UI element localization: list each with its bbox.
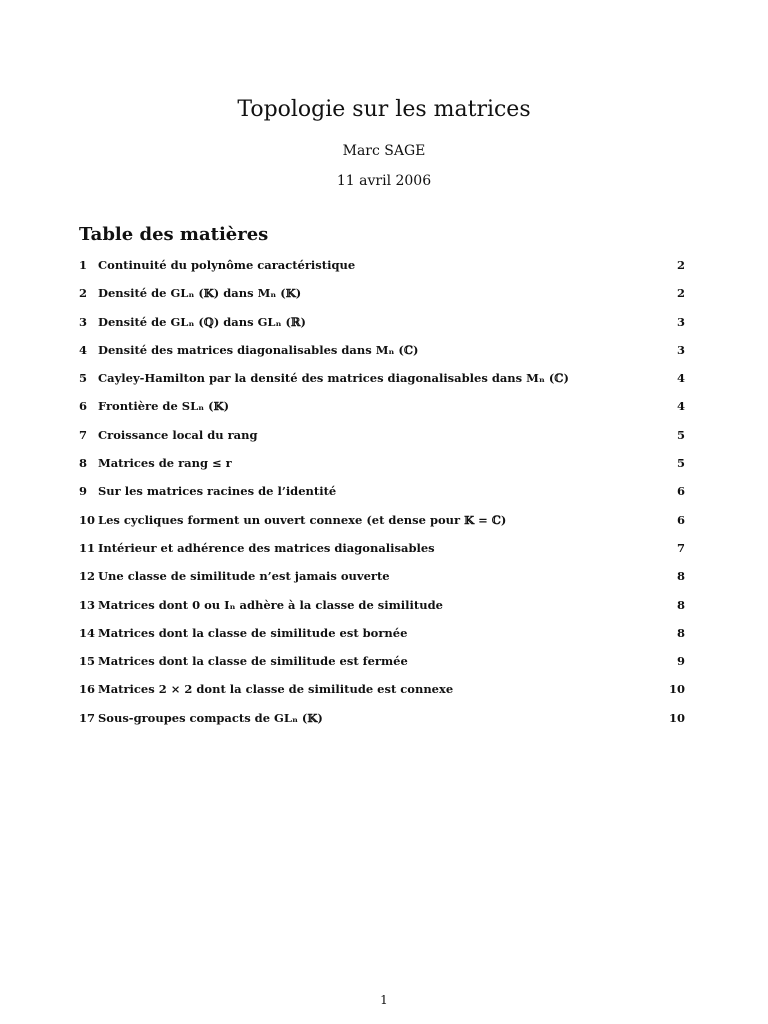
toc-entry-title[interactable]: Cayley-Hamilton par la densité des matrices diagonalisables dans Mₙ (ℂ) [98,371,569,386]
toc-entry-page[interactable]: 4 [676,399,685,414]
toc-entry-number: 10 [79,512,96,527]
toc-entry-page[interactable]: 10 [668,682,685,697]
toc-entry-number: 15 [79,654,96,669]
toc-entry-title[interactable]: Une classe de similitude n’est jamais ouverte [98,569,390,584]
toc-entry-number: 12 [79,569,96,584]
toc-entry-page[interactable]: 6 [676,512,685,527]
toc-entry-page[interactable]: 10 [668,710,685,725]
document-date: 11 avril 2006 [336,173,432,189]
toc-entry-number: 5 [79,371,88,386]
toc-entry-page[interactable]: 4 [676,371,685,386]
toc-entry-1[interactable] [79,256,685,284]
toc-entry-number: 16 [79,682,96,697]
document-title: Topologie sur les matrices [237,97,531,122]
toc-entry-title[interactable]: Croissance local du rang [98,427,258,442]
toc-entry-page[interactable]: 3 [676,342,685,357]
toc-entry-6[interactable] [79,397,685,425]
toc-entry-12[interactable] [79,567,685,595]
toc-entry-number: 4 [79,342,88,357]
toc-entry-title[interactable]: Matrices 2 × 2 dont la classe de similitude est connexe [98,682,454,697]
toc-entry-title[interactable]: Matrices de rang ≤ r [98,456,232,471]
toc-entry-number: 9 [79,484,88,499]
toc-entry-title[interactable]: Densité des matrices diagonalisables dans Mₙ (ℂ) [98,342,419,357]
toc-entry-title[interactable]: Sous-groupes compacts de GLₙ (𝕂) [98,710,323,725]
toc-entry-title[interactable]: Intérieur et adhérence des matrices diagonalisables [98,540,435,555]
toc-entry-15[interactable] [79,652,685,680]
toc-entry-page[interactable]: 5 [676,456,685,471]
toc-entry-4[interactable] [79,341,685,369]
toc-entry-title[interactable]: Matrices dont la classe de similitude est fermée [98,654,408,669]
toc-entry-16[interactable] [79,680,685,708]
toc-heading: Table des matières [79,224,269,245]
toc-entry-title[interactable]: Densité de GLₙ (𝕂) dans Mₙ (𝕂) [98,286,302,301]
toc-entry-number: 8 [79,456,88,471]
toc-entry-11[interactable] [79,539,685,567]
toc-entry-page[interactable]: 3 [676,314,685,329]
toc-entry-9[interactable] [79,482,685,510]
toc-entry-page[interactable]: 6 [676,484,685,499]
toc-entry-number: 17 [79,710,96,725]
toc-entry-7[interactable] [79,426,685,454]
toc-entry-number: 1 [79,258,88,272]
toc-entry-number: 13 [79,597,96,612]
toc-entry-page[interactable]: 5 [676,427,685,442]
toc-entry-13[interactable] [79,596,685,624]
toc-entry-8[interactable] [79,454,685,482]
toc-entry-page[interactable]: 2 [676,258,685,272]
page-number: 1 [380,993,388,1007]
toc-entry-title[interactable]: Matrices dont la classe de similitude est bornée [98,625,408,640]
toc-entry-3[interactable] [79,313,685,341]
toc-entry-page[interactable]: 2 [676,286,685,301]
document-author: Marc SAGE [342,143,426,159]
toc-entry-2[interactable] [79,284,685,312]
toc-entry-5[interactable] [79,369,685,397]
toc-entry-number: 14 [79,625,96,640]
toc-entry-number: 7 [79,427,88,442]
toc-entry-14[interactable] [79,624,685,652]
table-of-contents [79,256,685,737]
toc-entry-page[interactable]: 7 [676,540,685,555]
toc-entry-title[interactable]: Les cycliques forment un ouvert connexe (et dense pour 𝕂 = ℂ) [98,512,507,527]
toc-entry-title[interactable]: Continuité du polynôme caractéristique [98,258,356,272]
toc-entry-10[interactable] [79,511,685,539]
toc-entry-number: 2 [79,286,88,301]
toc-entry-title[interactable]: Densité de GLₙ (ℚ) dans GLₙ (ℝ) [98,314,306,329]
toc-entry-page[interactable]: 8 [676,569,685,584]
toc-entry-number: 11 [79,540,96,555]
toc-entry-page[interactable]: 9 [676,654,685,669]
toc-entry-page[interactable]: 8 [676,625,685,640]
toc-entry-page[interactable]: 8 [676,597,685,612]
toc-entry-title[interactable]: Frontière de SLₙ (𝕂) [98,399,230,414]
toc-entry-17[interactable] [79,709,685,737]
toc-entry-number: 6 [79,399,88,414]
toc-entry-number: 3 [79,314,88,329]
toc-entry-title[interactable]: Sur les matrices racines de l’identité [98,484,337,499]
toc-entry-title[interactable]: Matrices dont 0 ou Iₙ adhère à la classe de similitude [98,597,443,612]
